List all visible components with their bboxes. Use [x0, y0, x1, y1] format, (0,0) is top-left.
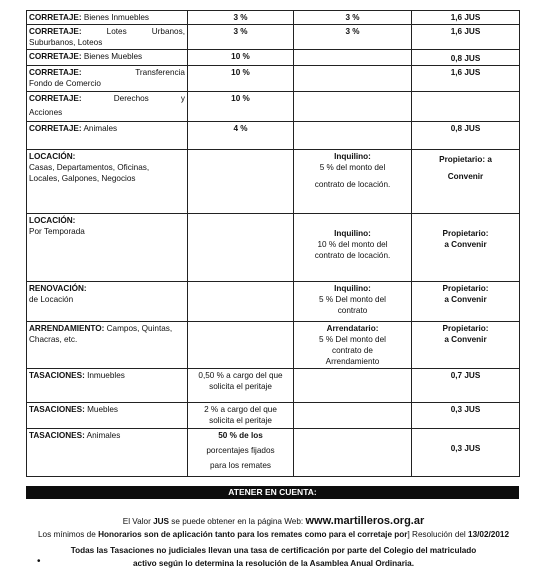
col2-cell — [188, 282, 294, 322]
col2-cell — [188, 403, 294, 429]
table-row — [27, 150, 520, 214]
tenant-label: Inquilino: — [334, 284, 371, 293]
row-desc: Animales — [81, 124, 118, 133]
concept-cell — [27, 66, 188, 92]
concept-cell — [27, 150, 188, 214]
concept-cell — [27, 282, 188, 322]
row-desc: Por Temporada — [29, 227, 85, 236]
owner-value: a Convenir — [444, 295, 487, 304]
col3-cell — [294, 214, 412, 282]
col3-cell — [294, 369, 412, 403]
row-desc: Chacras, etc. — [29, 335, 78, 344]
row-desc: Transferencia — [135, 68, 185, 77]
col4-cell: 0,8 JUS — [412, 122, 520, 150]
table-row — [27, 92, 520, 122]
row-desc: Acciones — [29, 108, 63, 117]
fees-table — [26, 10, 520, 477]
col3-cell — [294, 122, 412, 150]
col4-cell: 0,3 JUS — [412, 403, 520, 429]
row-desc: Derechos — [113, 94, 149, 103]
owner-label: Propietario: — [442, 324, 489, 333]
fee-text: Arrendamiento — [325, 357, 380, 366]
row-label: ARRENDAMIENTO: — [29, 324, 105, 333]
fee-text: 5 % Del monto del — [319, 295, 386, 304]
col3-cell — [294, 66, 412, 92]
col2-cell: 10 % — [188, 92, 294, 122]
note-text: son de aplicación tanto para los remates como para el corretaje por — [141, 530, 408, 539]
row-desc: Urbanos, — [151, 27, 185, 36]
row-label: LOCACIÓN: — [29, 216, 76, 225]
owner-value: a Convenir — [444, 335, 487, 344]
col4-cell — [412, 214, 520, 282]
fee-text: 2 % a cargo del que — [204, 405, 277, 414]
note-text: Los mínimos de — [37, 530, 99, 539]
col4-cell: 1,6 JUS — [412, 25, 520, 50]
fee-text: contrato de locación. — [314, 251, 391, 260]
table-row — [27, 429, 520, 477]
table-row — [27, 403, 520, 429]
table-row — [27, 322, 520, 369]
row-label: RENOVACIÓN: — [29, 284, 87, 293]
row-desc: de Locación — [29, 295, 74, 304]
table-row — [27, 369, 520, 403]
note-text: JUS — [153, 517, 170, 526]
tenant-label: Arrendatario: — [326, 324, 379, 333]
row-desc: Muebles — [84, 405, 119, 414]
row-desc: Suburbanos, Loteos — [29, 38, 103, 47]
fee-text: 50 % de los — [218, 431, 263, 440]
concept-cell — [27, 92, 188, 122]
col3-cell: 3 % — [294, 11, 412, 25]
row-desc: y — [180, 94, 185, 103]
note-line: activo según lo determina la resolución de la Asamblea Anual Ordinaria. — [132, 559, 415, 568]
notice-banner: ATENER EN CUENTA: — [26, 486, 519, 499]
owner-label: Propietario: — [442, 284, 489, 293]
col2-cell: 3 % — [188, 25, 294, 50]
col4-cell: 0,3 JUS — [412, 429, 520, 477]
col3-cell: 3 % — [294, 25, 412, 50]
concept-cell — [27, 214, 188, 282]
note-line — [0, 530, 547, 539]
col2-cell: 10 % — [188, 50, 294, 66]
owner-value: a Convenir — [444, 240, 487, 249]
row-label: TASACIONES: — [29, 431, 85, 440]
col4-cell: 1,6 JUS — [412, 11, 520, 25]
note-text: El Valor — [122, 517, 154, 526]
owner-value: Convenir — [447, 172, 484, 181]
concept-cell — [27, 50, 188, 66]
concept-cell — [27, 369, 188, 403]
row-label: CORRETAJE: — [29, 68, 82, 77]
fee-text: 0,50 % a cargo del que — [198, 371, 283, 380]
fee-text: 5 % del monto del — [319, 163, 386, 172]
col2-cell — [188, 150, 294, 214]
col3-cell — [294, 429, 412, 477]
note-text: ] Resolución del — [407, 530, 469, 539]
note-line: Todas las Tasaciones no judiciales llevan una tasa de certificación por parte del Colegio del matriculado — [70, 546, 477, 555]
col4-cell — [412, 150, 520, 214]
col2-cell — [188, 429, 294, 477]
tenant-label: Inquilino: — [334, 229, 371, 238]
col4-cell — [412, 322, 520, 369]
concept-cell — [27, 122, 188, 150]
table-row — [27, 122, 520, 150]
bullet-mark: • — [37, 556, 41, 567]
concept-cell — [27, 11, 188, 25]
col3-cell — [294, 92, 412, 122]
website-link[interactable]: www.martilleros.org.ar — [305, 515, 425, 527]
row-label: TASACIONES: — [29, 405, 85, 414]
col4-cell — [412, 282, 520, 322]
col4-cell: 1,6 JUS — [412, 66, 520, 92]
table-row — [27, 50, 520, 66]
owner-label: Propietario: a — [439, 155, 492, 164]
table-row — [27, 11, 520, 25]
col2-cell — [188, 369, 294, 403]
row-line — [29, 93, 185, 104]
col3-cell — [294, 322, 412, 369]
row-desc: Fondo de Comercio — [29, 79, 101, 88]
col2-cell: 4 % — [188, 122, 294, 150]
table-row — [27, 66, 520, 92]
row-desc: Campos, Quintas, — [104, 324, 173, 333]
row-desc: Inmuebles — [84, 371, 125, 380]
row-desc: Bienes Muebles — [81, 52, 143, 61]
row-line — [29, 26, 185, 37]
row-desc: Lotes — [106, 27, 127, 36]
col4-cell: 0,7 JUS — [412, 369, 520, 403]
fee-text: 5 % Del monto del — [319, 335, 386, 344]
col2-cell — [188, 322, 294, 369]
table-row — [27, 282, 520, 322]
note-line — [0, 515, 547, 527]
row-desc: Bienes Inmuebles — [81, 13, 149, 22]
row-label: LOCACIÓN: — [29, 152, 76, 161]
row-label: CORRETAJE: — [29, 27, 82, 36]
col3-cell — [294, 150, 412, 214]
row-label: CORRETAJE: — [29, 52, 82, 61]
col3-cell — [294, 403, 412, 429]
row-label: TASACIONES: — [29, 371, 85, 380]
col4-cell — [412, 92, 520, 122]
table-row — [27, 25, 520, 50]
row-desc: Casas, Departamentos, Oficinas, — [29, 163, 150, 172]
fee-text: para los remates — [210, 461, 271, 470]
row-label: CORRETAJE: — [29, 13, 82, 22]
fee-text: solicita el peritaje — [209, 416, 272, 425]
row-label: CORRETAJE: — [29, 94, 82, 103]
note-date: 13/02/2012 — [468, 530, 509, 539]
col3-cell — [294, 50, 412, 66]
row-desc: Locales, Galpones, Negocios — [29, 174, 136, 183]
tenant-label: Inquilino: — [334, 152, 371, 161]
note-text: Honorarios — [98, 530, 142, 539]
fee-text: porcentajes fijados — [206, 446, 275, 455]
table-row — [27, 214, 520, 282]
owner-label: Propietario: — [442, 229, 489, 238]
row-desc: Animales — [84, 431, 121, 440]
concept-cell — [27, 429, 188, 477]
fee-text: 10 % del monto del — [317, 240, 388, 249]
col4-cell: 0,8 JUS — [412, 50, 520, 66]
concept-cell — [27, 25, 188, 50]
col3-cell — [294, 282, 412, 322]
fee-text: contrato de locación. — [314, 180, 391, 189]
col2-cell: 10 % — [188, 66, 294, 92]
fee-text: contrato de — [332, 346, 373, 355]
row-label: CORRETAJE: — [29, 124, 82, 133]
concept-cell — [27, 322, 188, 369]
row-line — [29, 67, 185, 78]
col2-cell — [188, 214, 294, 282]
concept-cell — [27, 403, 188, 429]
fee-text: contrato — [337, 306, 368, 315]
col2-cell: 3 % — [188, 11, 294, 25]
note-text: se puede obtener en la página Web: — [169, 517, 306, 526]
fee-text: solicita el peritaje — [209, 382, 272, 391]
